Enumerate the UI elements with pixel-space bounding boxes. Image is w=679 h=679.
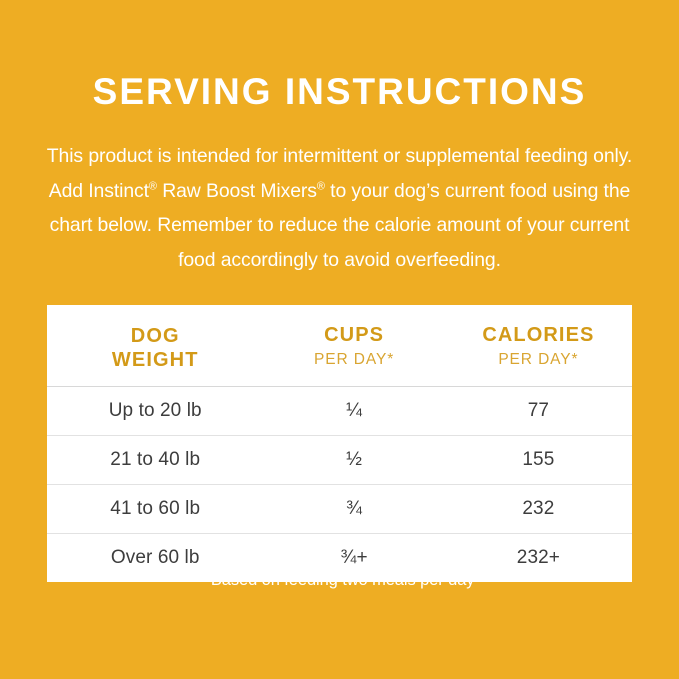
intro-line-2-part-b: Raw Boost Mixers xyxy=(156,179,317,202)
table-row xyxy=(47,485,632,534)
column-header-calories-sub: PER DAY* xyxy=(498,351,579,368)
column-header-dog-weight xyxy=(47,305,263,387)
table-row xyxy=(47,436,632,485)
footnote-text: *Based on feeding two meals per day xyxy=(204,571,475,589)
intro-paragraph xyxy=(40,139,639,277)
cell-cups-per-day: ¼ xyxy=(263,387,444,436)
cell-calories-per-day: 155 xyxy=(445,436,632,485)
table-body xyxy=(47,387,632,583)
registered-mark-mixers: ® xyxy=(316,180,325,193)
column-header-cups xyxy=(263,305,444,387)
feeding-chart xyxy=(47,305,632,582)
intro-line-3: using the chart below. Remember to reduce the calorie amount xyxy=(49,179,631,236)
feeding-table xyxy=(47,305,632,582)
cell-dog-weight: 41 to 60 lb xyxy=(47,485,263,534)
table-header xyxy=(47,305,632,387)
cell-dog-weight: Over 60 lb xyxy=(47,534,263,583)
column-header-calories xyxy=(445,305,632,387)
column-header-calories-main: CALORIES xyxy=(482,324,595,346)
column-header-cups-main: CUPS xyxy=(324,324,385,346)
cell-dog-weight: Up to 20 lb xyxy=(47,387,263,436)
intro-line-2-part-a: only. Add Instinct xyxy=(48,145,633,202)
cell-calories-per-day: 232+ xyxy=(445,534,632,583)
cell-calories-per-day: 77 xyxy=(445,387,632,436)
cell-calories-per-day: 232 xyxy=(445,485,632,534)
table-header-row xyxy=(47,305,632,387)
column-header-dog-weight-line2: WEIGHT xyxy=(111,348,199,371)
intro-line-4: of your current food accordingly to avoid overfeeding. xyxy=(178,214,630,271)
column-header-cups-sub: PER DAY* xyxy=(314,351,395,368)
table-row xyxy=(47,387,632,436)
cell-cups-per-day: ½ xyxy=(263,436,444,485)
cell-cups-per-day: ¾ xyxy=(263,485,444,534)
cell-dog-weight: 21 to 40 lb xyxy=(47,436,263,485)
cell-cups-per-day: ¾+ xyxy=(263,534,444,583)
registered-mark-instinct: ® xyxy=(148,180,157,193)
intro-line-1: This product is intended for intermittent or supplemental feeding xyxy=(46,145,588,167)
intro-line-2-part-c: to your dog’s current food xyxy=(324,179,548,202)
column-header-dog-weight-line1: DOG xyxy=(130,324,180,347)
page-title: SERVING INSTRUCTIONS xyxy=(92,71,587,112)
